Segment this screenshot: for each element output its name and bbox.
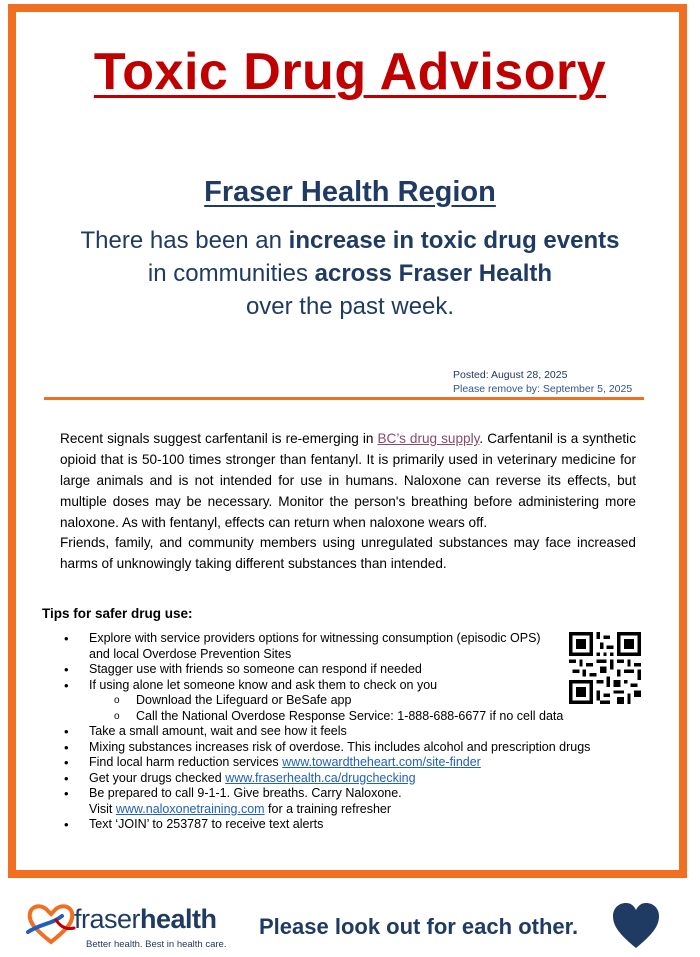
list-item: • If using alone let someone know and ask them to check on you — [64, 678, 654, 694]
carfentanil-paragraph: Recent signals suggest carfentanil is re-emerging in BC’s drug supply. Carfentanil is a synthetic opioid that is 50-100 times stronger than fentanyl. It is primarily used in veterinary medicine for large animals and is not intended for use in humans. Naloxone can reverse its effects, but multiple doses may be necessary. Monitor the person's breathing before administering more naloxone. As with fentanyl, effects can return when naloxone wears off. — [60, 431, 636, 530]
harms-paragraph: Friends, family, and community members using unregulated substances may face increased harms of unknowingly taking different substances than intended. — [60, 535, 636, 571]
tips-heading: Tips for safer drug use: — [42, 606, 193, 621]
list-item: • Explore with service providers options for witnessing consumption (episodic OPS) and local Overdose Prevention Sites — [64, 631, 654, 662]
posted-dates — [453, 368, 632, 396]
list-item: • Mixing substances increases risk of overdose. This includes alcohol and prescription drugs — [64, 740, 654, 756]
list-item: • Take a small amount, wait and see how it feels — [64, 724, 654, 740]
slogan: Please look out for each other. — [259, 914, 579, 939]
list-item: • Get your drugs checked www.fraserhealth.ca/drugchecking — [64, 771, 654, 787]
list-item: • Be prepared to call 9-1-1. Give breaths. Carry Naloxone. Visit www.naloxonetraining.com for a training refresher — [64, 786, 654, 817]
list-subitem: o Download the Lifeguard or BeSafe app — [64, 693, 654, 709]
site-finder-link[interactable]: www.towardtheheart.com/site-finder — [282, 755, 481, 769]
posted-date: Posted: August 28, 2025 — [453, 369, 568, 381]
heart-icon — [611, 902, 661, 950]
list-item: • Text ‘JOIN’ to 253787 to receive text alerts — [64, 817, 654, 833]
list-item: • Stagger use with friends so someone can respond if needed — [64, 662, 654, 678]
page-title: Toxic Drug Advisory — [93, 43, 607, 101]
list-item: • Find local harm reduction services www.towardtheheart.com/site-finder — [64, 755, 654, 771]
region-heading: Fraser Health Region — [204, 176, 496, 208]
bc-drug-supply-link[interactable]: BC’s drug supply — [377, 431, 480, 446]
remove-by-date: Please remove by: September 5, 2025 — [453, 383, 633, 395]
fraserhealth-logo: fraserhealth Better health. Best in health care. — [26, 898, 216, 954]
list-subitem: o Call the National Overdose Response Service: 1-888-688-6677 if no cell data — [64, 709, 654, 725]
headline: There has been an increase in toxic drug events in communities across Fraser Health over the past week. — [80, 227, 620, 320]
qr-code-icon[interactable] — [569, 632, 641, 704]
logo-tagline: Better health. Best in health care. — [86, 939, 227, 950]
fraserhealth-logo-icon — [26, 902, 76, 946]
drug-checking-link[interactable]: www.fraserhealth.ca/drugchecking — [225, 770, 416, 785]
tips-list — [64, 631, 654, 833]
naloxone-training-link[interactable]: www.naloxonetraining.com — [115, 801, 265, 816]
divider — [44, 397, 644, 400]
